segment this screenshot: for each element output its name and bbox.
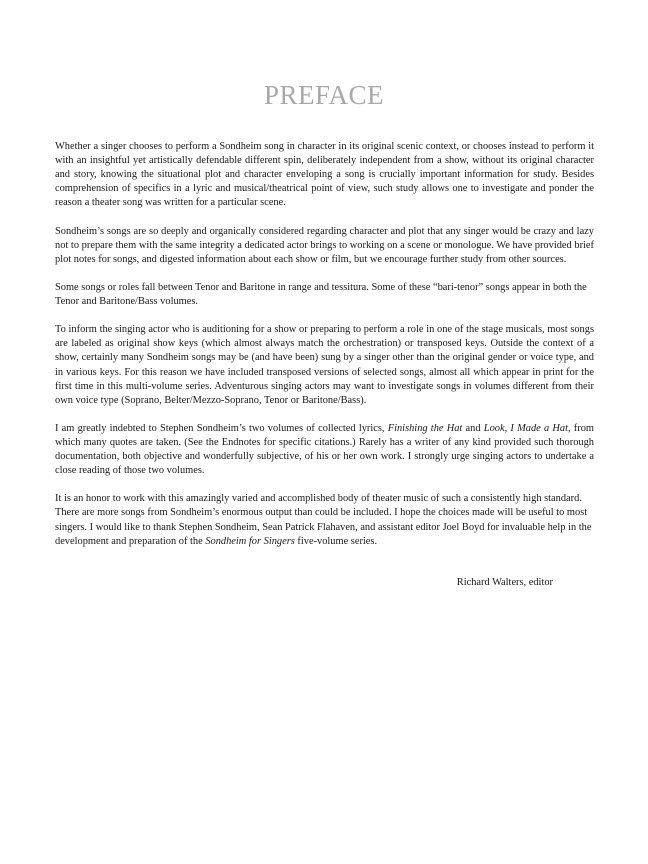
paragraph-6 [55, 492, 594, 548]
series-title: Sondheim for Singers [205, 535, 295, 547]
paragraph-3: Some songs or roles fall between Tenor and Baritone in range and tessitura. Some of these “bari-tenor” songs appear in both the Tenor and Baritone/Bass volumes. [55, 281, 587, 308]
paragraph-1: Whether a singer chooses to perform a Sondheim song in character in its original scenic context, or chooses instead to perform it with an insightful yet artistically defendable different spin, deliberately independent from a show, without its original character and story, knowing the situational plot and character enveloping a song is crucially important information for study. Besides comprehension of specifics in a lyric and musical/theatrical point of view, such study allows one to investigate and ponder the reason a theater song was written for a particular scene. [55, 141, 594, 209]
page-title: PREFACE [263, 80, 385, 111]
book-title-look-i-made-a-hat: Look, I Made a Hat [483, 422, 568, 434]
paragraph-4: To inform the singing actor who is auditioning for a show or preparing to perform a role in one of the stage musicals, most songs are labeled as original show keys (which almost always match the orchestration) or transposed keys. Outside the context of a show, certainly many Sondheim songs may be (and have been) sung by a singer other than the original gender or voice type, and in various keys. For this reason we have included transposed versions of selected songs, almost all which appear in print for the first time in this multi-volume series. Adventurous singing actors may want to investigate songs in volumes different from their own voice type (Soprano, Belter/Mezzo-Soprano, Tenor or Baritone/Bass). [55, 324, 594, 406]
paragraph-5-text-a: I am greatly indebted to Stephen Sondheim’s two volumes of collected lyrics, [55, 422, 388, 434]
paragraph-5-text-c: , from which many quotes are taken. (See the Endnotes for specific citations.) Rarely has a writer of any kind provided such thorough documentation, both objective and wonderfully subjective, of his or her own work. I strongly urge singing actors to undertake a close reading of those two volumes. [55, 422, 595, 477]
paragraph-5 [55, 422, 594, 478]
paragraph-6-text-a: It is an honor to work with this amazingly varied and accomplished body of theater music of such a consistently high standard. There are more songs from Sondheim’s enormous output than could be included. I hope the choices made will be useful to most singers. I would like to thank Stephen Sondheim, Sean Patrick Flahaven, and assistant editor Joel Boyd for invaluable help in the development and preparation of the [55, 493, 592, 547]
book-title-finishing-the-hat: Finishing the Hat [387, 422, 463, 434]
paragraph-2: Sondheim’s songs are so deeply and organically considered regarding character and plot that any singer would be crazy and lazy not to prepare them with the same integrity a dedicated actor brings to working on a scene or monologue. We have provided brief plot notes for songs, and digested information about each show or film, but we encourage further study from other sources. [55, 225, 594, 265]
paragraph-6-text-b: five-volume series. [294, 535, 378, 547]
preface-body [55, 140, 594, 563]
paragraph-5-text-b: and [462, 422, 484, 434]
editor-signature: Richard Walters, editor [456, 577, 553, 588]
